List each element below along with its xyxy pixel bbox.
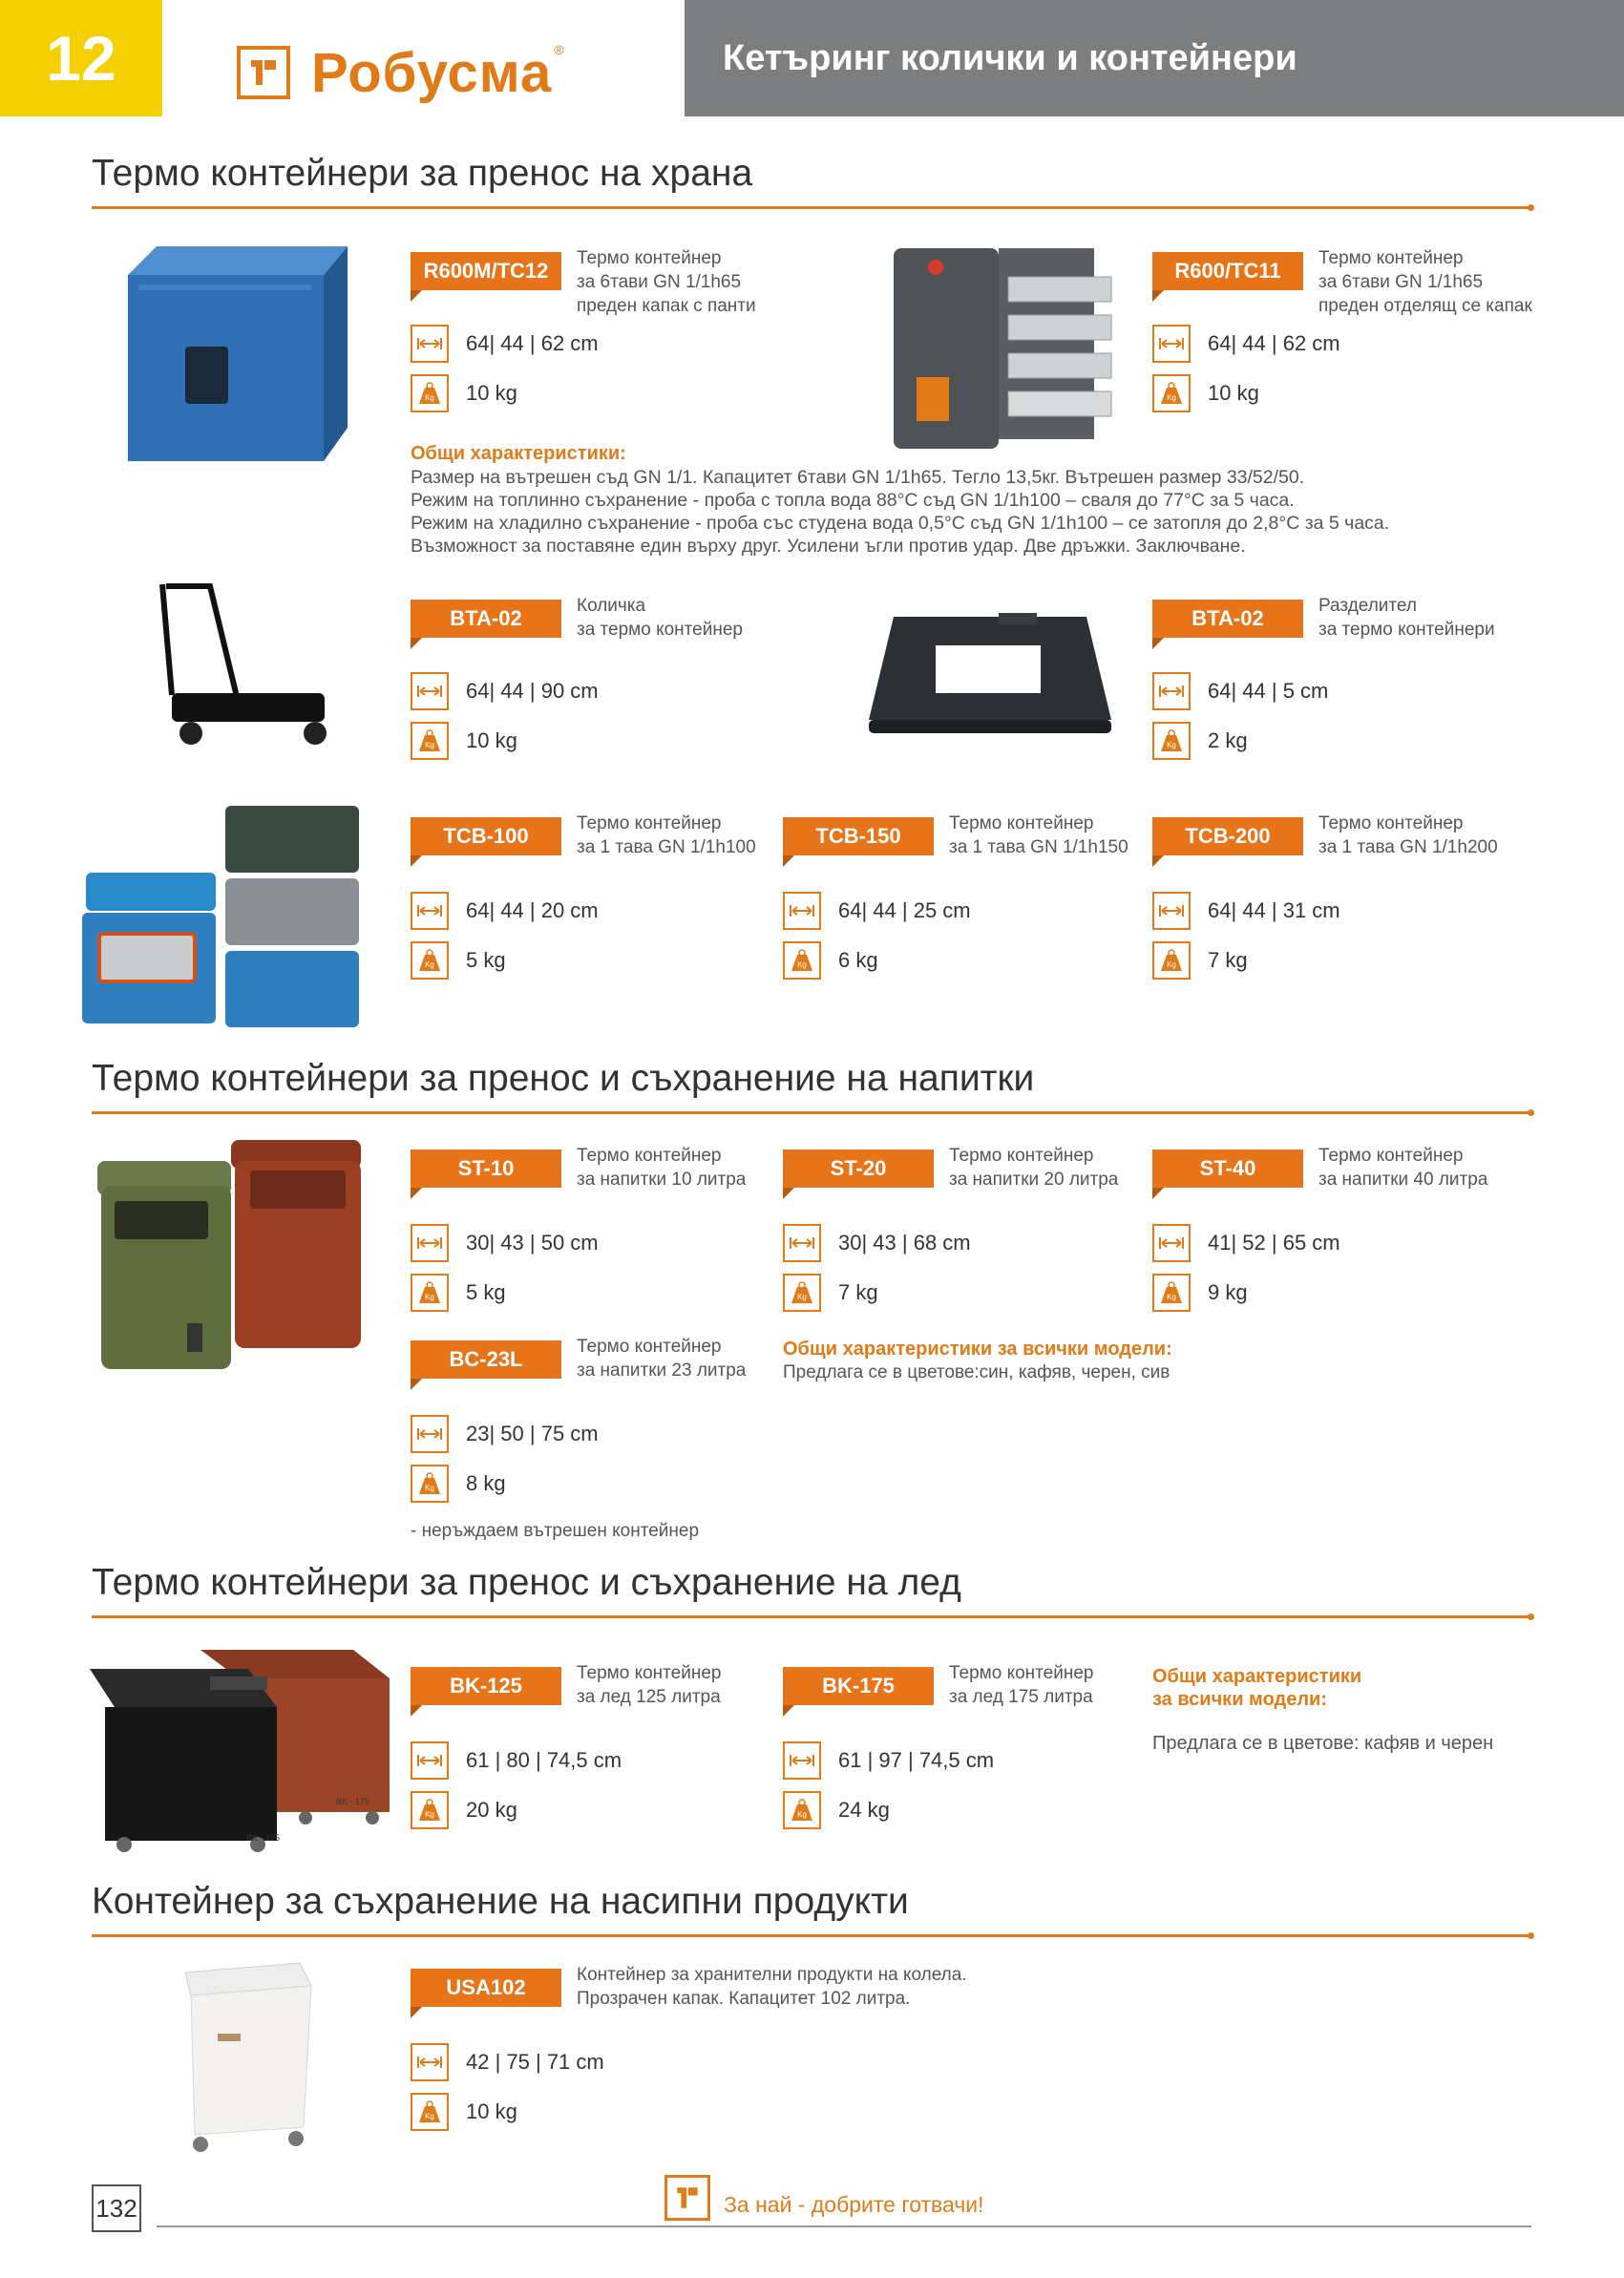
product-image-r600m	[118, 246, 357, 470]
ice-general-text: Предлага се в цветове: кафяв и черен	[1152, 1733, 1494, 1754]
product-weight: Kg 2 kg	[1152, 722, 1248, 760]
dimensions-arrow-icon	[411, 2043, 449, 2081]
svg-text:Kg: Kg	[797, 1810, 807, 1819]
dimensions-arrow-icon	[411, 892, 449, 930]
dimensions-arrow-icon	[411, 1741, 449, 1780]
product-weight: Kg 7 kg	[1152, 941, 1248, 980]
chapter-title: Кетъринг колички и контейнери	[685, 0, 1624, 116]
product-weight: Kg 10 kg	[411, 374, 517, 412]
product-weight: Kg 24 kg	[783, 1791, 890, 1829]
product-weight: Kg 10 kg	[1152, 374, 1259, 412]
svg-text:Kg: Kg	[1167, 1293, 1176, 1301]
svg-text:Kg: Kg	[1167, 741, 1176, 749]
product-image-drink-containers	[92, 1132, 378, 1377]
product-weight: Kg 5 kg	[411, 941, 506, 980]
weight-kg-icon	[411, 374, 449, 412]
svg-text:Kg: Kg	[1167, 393, 1176, 402]
weight-kg-icon	[411, 1465, 449, 1503]
product-image-cart	[153, 580, 353, 757]
product-code-tag: TCB-150	[783, 817, 934, 855]
svg-text:Kg: Kg	[797, 1293, 807, 1301]
product-description: Термо контейнер за напитки 20 литра	[949, 1146, 1119, 1190]
dimensions-arrow-icon	[411, 1224, 449, 1262]
weight-kg-icon	[1152, 374, 1191, 412]
product-description: Термо контейнер за 1 тава GN 1/1h100	[577, 813, 756, 857]
food-general-title: Общи характеристики:	[411, 443, 626, 464]
product-dimensions: 64| 44 | 5 cm	[1152, 672, 1328, 710]
product-dimensions: 61 | 97 | 74,5 cm	[783, 1741, 994, 1780]
footer-divider	[157, 2225, 1531, 2227]
section-title-bulk: Контейнер за съхранение на насипни продукти	[92, 1881, 909, 1922]
product-dimensions: 64| 44 | 25 cm	[783, 892, 971, 930]
section-title-ice: Термо контейнери за пренос и съхранение на лед	[92, 1562, 961, 1603]
drinks-general-title: Общи характеристики за всички модели:	[783, 1339, 1172, 1360]
product-dimensions: 64| 44 | 62 cm	[411, 325, 599, 363]
product-image-tcb	[76, 800, 382, 1035]
product-dimensions: 42 | 75 | 71 cm	[411, 2043, 604, 2081]
product-description: Разделител за термо контейнери	[1318, 596, 1495, 640]
product-code-tag: R600/TC11	[1152, 252, 1303, 290]
product-code-tag: TCB-200	[1152, 817, 1303, 855]
dimensions-arrow-icon	[1152, 892, 1191, 930]
product-code-tag: USA102	[411, 1969, 561, 2007]
product-description: Термо контейнер за 1 тава GN 1/1h200	[1318, 813, 1498, 857]
product-weight: Kg 5 kg	[411, 1274, 506, 1312]
registered-mark-icon: ®	[554, 42, 564, 57]
drinks-extra-note: - неръждаем вътрешен контейнер	[411, 1521, 700, 1541]
weight-kg-icon	[1152, 941, 1191, 980]
product-code-tag: ST-10	[411, 1150, 561, 1188]
food-general-text: Размер на вътрешен съд GN 1/1. Капацитет 6тави GN 1/1h65. Тегло 13,5кг. Вътрешен размер 33/52/50. Режим на топлинно съхранение - проба с топла вода 88°C съд GN 1/1h100 – сваля до 77°C за 5 часа. Режим на хладилно съхранение - проба със студена вода 0,5°C съд GN 1/1h100 – се затопля до 2,8°C за 5 часа. Възможност за поставяне един върху друг. Усилени ъгли против удар. Две дръжки. Заключване.	[411, 467, 1390, 557]
product-image-ice-carts	[86, 1640, 391, 1856]
weight-kg-icon	[783, 1274, 821, 1312]
section-title-drinks: Термо контейнери за пренос и съхранение на напитки	[92, 1058, 1035, 1099]
section-divider	[92, 206, 1531, 209]
footer-slogan: За най - добрите готвачи!	[724, 2192, 984, 2217]
weight-kg-icon	[411, 722, 449, 760]
product-weight: Kg 8 kg	[411, 1465, 506, 1503]
weight-kg-icon	[411, 1791, 449, 1829]
product-code-tag: ST-20	[783, 1150, 934, 1188]
product-description: Термо контейнер за лед 125 литра	[577, 1663, 722, 1707]
product-description: Контейнер за хранителни продукти на колела. Прозрачен капак. Капацитет 102 литра.	[577, 1965, 967, 2009]
svg-text:Kg: Kg	[425, 1293, 434, 1301]
product-image-usa102	[172, 1957, 315, 2158]
section-divider	[92, 1615, 1531, 1618]
product-description: Термо контейнер за напитки 40 литра	[1318, 1146, 1488, 1190]
product-dimensions: 41| 52 | 65 cm	[1152, 1224, 1340, 1262]
product-code-tag: ST-40	[1152, 1150, 1303, 1188]
product-dimensions: 30| 43 | 50 cm	[411, 1224, 599, 1262]
section-divider	[92, 1934, 1531, 1937]
svg-text:Kg: Kg	[425, 2112, 434, 2120]
product-weight: Kg 6 kg	[783, 941, 878, 980]
weight-kg-icon	[411, 941, 449, 980]
svg-text:Kg: Kg	[425, 1484, 434, 1492]
product-description: Термо контейнер за напитки 23 литра	[577, 1337, 747, 1381]
product-code-tag: TCB-100	[411, 817, 561, 855]
dimensions-arrow-icon	[411, 325, 449, 363]
product-dimensions: 23| 50 | 75 cm	[411, 1415, 599, 1453]
page-number: 132	[92, 2184, 141, 2232]
dimensions-arrow-icon	[783, 1741, 821, 1780]
weight-kg-icon	[411, 2093, 449, 2131]
product-code-tag: R600M/TC12	[411, 252, 561, 290]
weight-kg-icon	[1152, 1274, 1191, 1312]
brand-logo	[237, 42, 564, 103]
svg-text:Kg: Kg	[425, 960, 434, 969]
product-code-tag: BK-175	[783, 1667, 934, 1705]
dimensions-arrow-icon	[1152, 325, 1191, 363]
product-code-tag: BK-125	[411, 1667, 561, 1705]
product-dimensions: 64| 44 | 20 cm	[411, 892, 599, 930]
product-image-divider	[865, 607, 1115, 741]
dimensions-arrow-icon	[783, 892, 821, 930]
weight-kg-icon	[783, 1791, 821, 1829]
section-divider	[92, 1111, 1531, 1114]
dimensions-arrow-icon	[411, 1415, 449, 1453]
weight-kg-icon	[411, 1274, 449, 1312]
svg-text:Kg: Kg	[425, 1810, 434, 1819]
product-description: Количка за термо контейнер	[577, 596, 743, 640]
product-code-tag: BTA-02	[411, 600, 561, 638]
product-weight: Kg 10 kg	[411, 2093, 517, 2131]
product-dimensions: 61 | 80 | 74,5 cm	[411, 1741, 622, 1780]
section-title-food: Термо контейнери за пренос на храна	[92, 153, 753, 194]
ice-general-title: Общи характеристики за всички модели:	[1152, 1666, 1362, 1710]
dimensions-arrow-icon	[1152, 672, 1191, 710]
svg-text:Kg: Kg	[797, 960, 807, 969]
svg-text:Kg: Kg	[1167, 960, 1176, 969]
dimensions-arrow-icon	[783, 1224, 821, 1262]
svg-text:Kg: Kg	[425, 741, 434, 749]
dimensions-arrow-icon	[411, 672, 449, 710]
product-description: Термо контейнер за 1 тава GN 1/1h150	[949, 813, 1128, 857]
product-code-tag: BTA-02	[1152, 600, 1303, 638]
product-image-r600	[888, 239, 1117, 453]
product-dimensions: 64| 44 | 90 cm	[411, 672, 599, 710]
weight-kg-icon	[1152, 722, 1191, 760]
product-weight: Kg 10 kg	[411, 722, 517, 760]
product-dimensions: 30| 43 | 68 cm	[783, 1224, 971, 1262]
product-description: Термо контейнер за лед 175 литра	[949, 1663, 1094, 1707]
brand-name: Робусма	[311, 41, 553, 104]
product-weight: Kg 7 kg	[783, 1274, 878, 1312]
chapter-number: 12	[0, 0, 162, 116]
product-dimensions: 64| 44 | 31 cm	[1152, 892, 1340, 930]
product-code-tag: BC-23L	[411, 1340, 561, 1379]
svg-text:BK - 125: BK - 125	[246, 1833, 281, 1843]
dimensions-arrow-icon	[1152, 1224, 1191, 1262]
product-dimensions: 64| 44 | 62 cm	[1152, 325, 1340, 363]
weight-kg-icon	[783, 941, 821, 980]
product-weight: Kg 20 kg	[411, 1791, 517, 1829]
product-description: Термо контейнер за 6тави GN 1/1h65 преден отделящ се капак	[1318, 248, 1532, 316]
footer-logo-icon	[664, 2175, 710, 2221]
brand-logo-icon	[237, 46, 290, 99]
product-weight: Kg 9 kg	[1152, 1274, 1248, 1312]
svg-text:Kg: Kg	[425, 393, 434, 402]
svg-text:BK - 175: BK - 175	[336, 1797, 370, 1806]
product-description: Термо контейнер за напитки 10 литра	[577, 1146, 747, 1190]
product-description: Термо контейнер за 6тави GN 1/1h65 преден капак с панти	[577, 248, 756, 316]
drinks-general-text: Предлага се в цветове:син, кафяв, черен, сив	[783, 1362, 1171, 1382]
